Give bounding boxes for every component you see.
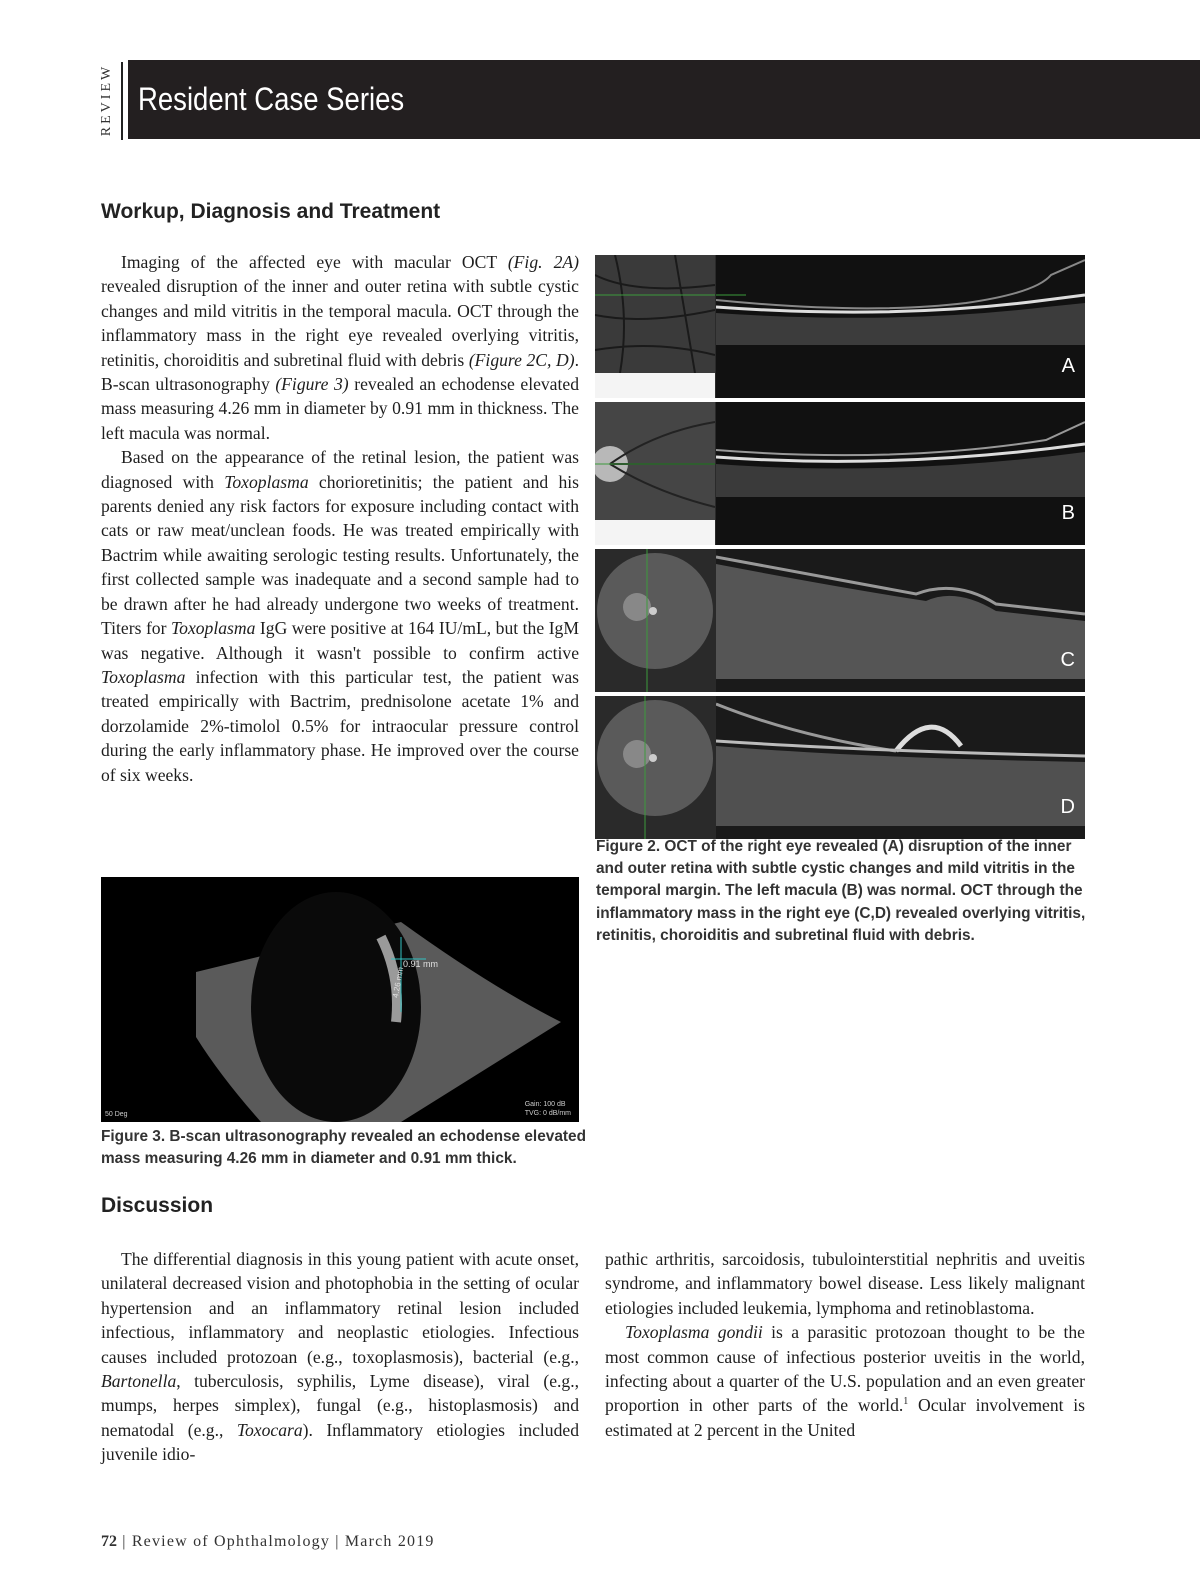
oct-scan [716,696,1085,839]
oct-scan [716,549,1085,692]
footer-separator: | [122,1533,132,1550]
oct-panel-c [595,549,1085,692]
oct-panel-b [595,402,1085,545]
figure-2-oct [595,255,1085,843]
section-tag [96,60,118,140]
body-column-left-1 [101,250,579,787]
fundus-image [595,696,715,839]
oct-scan [716,255,1085,398]
paragraph: Toxoplasma gondii is a parasitic protozoan thought to be the most common cause of infectious posterior uveitis in the world, infecting about a quarter of the U.S. population and an even greater proportion in other parts of the world.$^1$ Ocular involvement is estimated at 2 percent in the United [605,1322,1085,1440]
measurement-diameter: 4.26 mm [391,966,406,999]
section-heading-workup: Workup, Diagnosis and Treatment [101,200,441,223]
body-column-left-2 [101,1247,579,1467]
paragraph: Imaging of the affected eye with macular OCT (Fig. 2A) revealed disruption of the inner and outer retina with subtle cystic changes and mild vitritis in the temporal macula. OCT through the inflammatory mass in the right eye revealed overlying vitritis, retinitis, choroiditis and subretinal fluid with debris (Figure 2C, D). B-scan ultrasonography (Figure 3) revealed an echodense elevated mass measuring 4.26 mm in diameter by 0.91 mm in thickness. The left macula was normal. [101,252,579,443]
scan-metadata [595,373,715,398]
paragraph: pathic arthritis, sarcoidosis, tubulointerstitial nephritis and uveitis syndrome, and inflammatory bowel disease. Less likely malignant etiologies included leukemia, lymphoma and retinoblastoma. [605,1249,1085,1318]
bscan-angle-label: 50 Deg [105,1111,128,1118]
gain-label: Gain: 100 dB [524,1101,566,1108]
bscan-gain-labels [525,1100,571,1118]
paragraph: The differential diagnosis in this young patient with acute onset, unilateral decreased vision and photophobia in the setting of ocular hypertension and an inflammatory retinal lesion included infectious, inflammatory and neoplastic etiologies. Infectious causes included protozoan (e.g., toxoplasmosis), bacterial (e.g., Bartonella, tuberculosis, syphilis, Lyme disease), viral (e.g., mumps, herpes simplex), fungal (e.g., histoplasmosis) and nematodal (e.g., Toxocara). Inflammatory etiologies included juvenile idio- [101,1249,579,1465]
oct-panel-d [595,696,1085,839]
page-header [128,60,1200,139]
panel-label: D [1060,796,1075,818]
fundus-image [595,402,715,520]
bscan-image [101,877,579,1122]
body-column-right-2 [605,1247,1085,1442]
measurement-thickness: 0.91 mm [403,959,439,969]
tvg-label: TVG: 0 dB/mm [524,1110,571,1117]
publication-name: Review of Ophthalmology [131,1533,331,1550]
oct-scan [716,402,1085,545]
page-footer [101,1533,435,1551]
fundus-image [595,255,715,373]
figure-3-caption: Figure 3. B-scan ultrasonography revealed an echodense elevated mass measuring 4.26 mm in diameter and 0.91 mm thick. [101,1128,586,1168]
divider [121,62,123,140]
panel-label: C [1060,649,1075,671]
issue-date: March 2019 [344,1533,435,1550]
scan-metadata [595,520,715,545]
panel-label: A [1061,355,1075,377]
section-tag-text: REVIEW [99,63,114,137]
paragraph: Based on the appearance of the retinal lesion, the patient was diagnosed with Toxoplasma chorioretinitis; the patient and his parents denied any risk factors for exposure including contact with cats or raw meat/unclean foods. He was treated empirically with Bactrim while awaiting serologic testing results. Unfortunately, the first collected sample was inadequate and a second sample had to be drawn after he had already undergone two weeks of treatment. Titers for Toxoplasma IgG were positive at 164 IU/mL, but the IgM was negative. Although it wasn't possible to confirm active Toxoplasma infection with this particular test, the patient was treated empirically with Bactrim, prednisolone acetate 1% and dorzolamide 2%-timolol 0.5% for intraocular pressure control during the early inflammatory phase. He improved over the course of six weeks. [101,447,579,785]
section-heading-discussion: Discussion [101,1194,214,1217]
fundus-image [595,549,715,692]
footer-separator: | [335,1533,345,1550]
panel-label: B [1061,502,1075,524]
oct-panel-a [595,255,1085,398]
page-number: 72 [101,1533,117,1550]
figure-2-caption: Figure 2. OCT of the right eye revealed (A) disruption of the inner and outer retina with subtle cystic changes and mild vitritis in the temporal margin. The left macula (B) was normal. OCT through the inflammatory mass in the right eye (C,D) revealed overlying vitritis, retinitis, choroiditis and subretinal fluid with debris. [596,838,1086,944]
page-title: Resident Case Series [138,81,405,117]
figure-3-bscan [101,877,579,1122]
